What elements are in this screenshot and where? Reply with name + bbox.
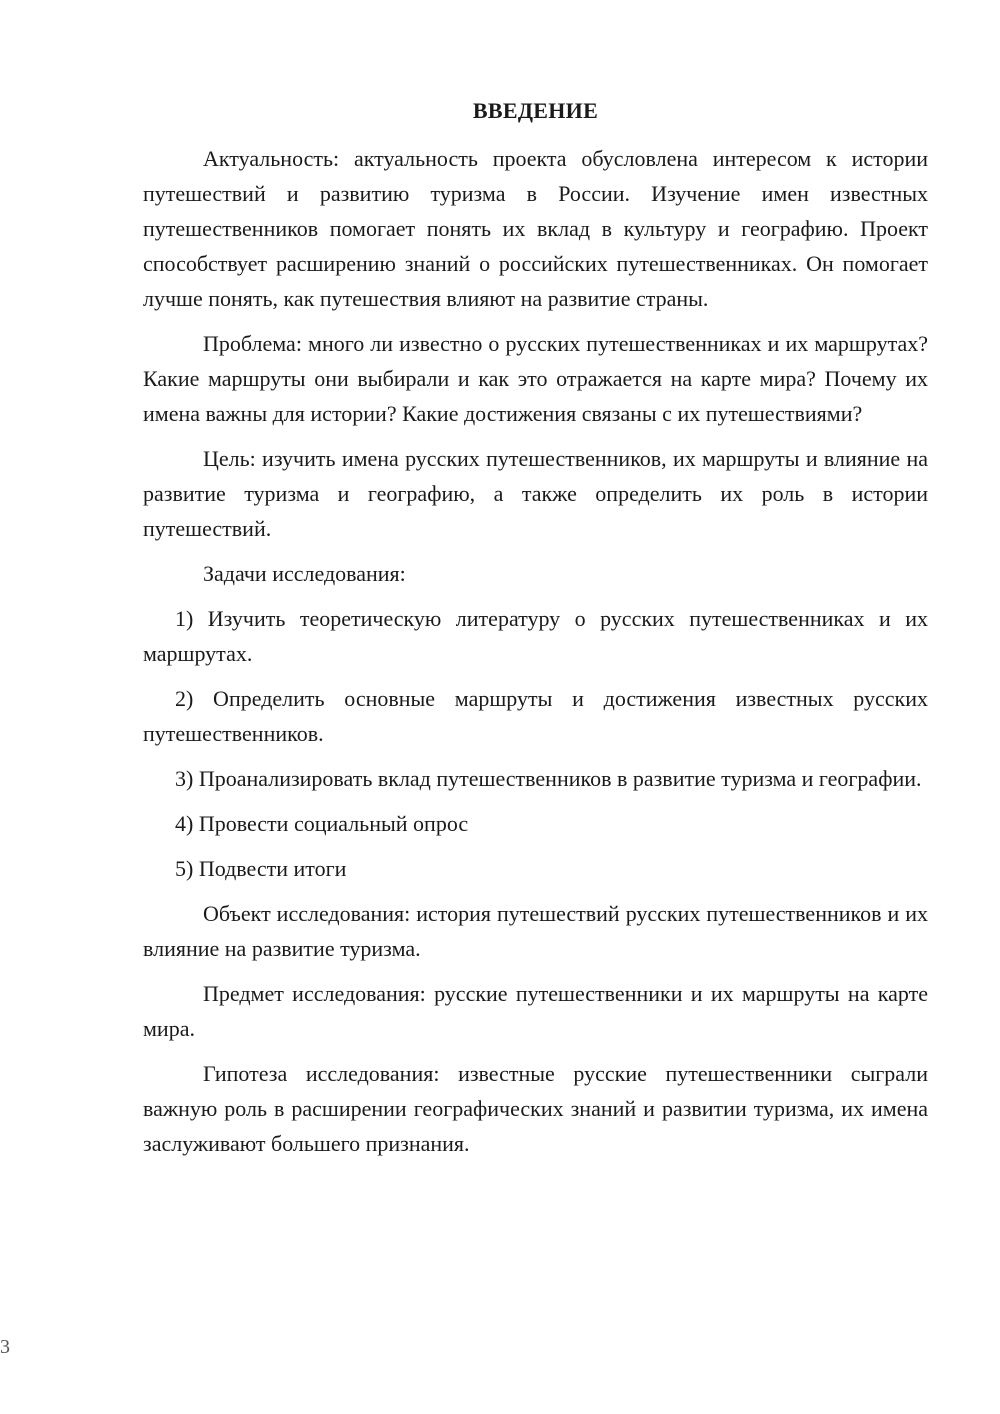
page-number: 3 bbox=[0, 1336, 10, 1358]
paragraph-hypothesis: Гипотеза исследования: известные русские путешественники сыграли важную роль в расширении географических знаний и развитии туризма, их имена заслуживают большего признания. bbox=[143, 1061, 928, 1156]
paragraph-goal: Цель: изучить имена русских путешественников, их маршруты и влияние на развитие туризма и географию, а также определить их роль в истории путешествий. bbox=[143, 446, 928, 541]
paragraph-object: Объект исследования: история путешествий русских путешественников и их влияние на развитие туризма. bbox=[143, 901, 928, 961]
section-title: ВВЕДЕНИЕ bbox=[472, 98, 599, 123]
paragraph-subject: Предмет исследования: русские путешественники и их маршруты на карте мира. bbox=[143, 981, 928, 1041]
task-item-1: 1) Изучить теоретическую литературу о русских путешественниках и их маршрутах. bbox=[143, 606, 928, 666]
page-content bbox=[143, 95, 928, 1171]
task-item-2: 2) Определить основные маршруты и достижения известных русских путешественников. bbox=[143, 686, 928, 746]
paragraph-relevance: Актуальность: актуальность проекта обусловлена интересом к истории путешествий и развитию туризма в России. Изучение имен известных путешественников помогает понять их вклад в культуру и географию. Проект способствует расширению знаний о российских путешественниках. Он помогает лучше понять, как путешествия влияют на развитие страны. bbox=[143, 146, 928, 311]
tasks-heading: Задачи исследования: bbox=[203, 561, 406, 586]
task-item-4: 4) Провести социальный опрос bbox=[175, 811, 469, 836]
task-item-3: 3) Проанализировать вклад путешественников в развитие туризма и географии. bbox=[175, 766, 922, 791]
paragraph-problem: Проблема: много ли известно о русских путешественниках и их маршрутах? Какие маршруты они выбирали и как это отражается на карте мира? Почему их имена важны для истории? Какие достижения связаны с их путешествиями? bbox=[143, 331, 928, 426]
task-item-5: 5) Подвести итоги bbox=[175, 856, 347, 881]
